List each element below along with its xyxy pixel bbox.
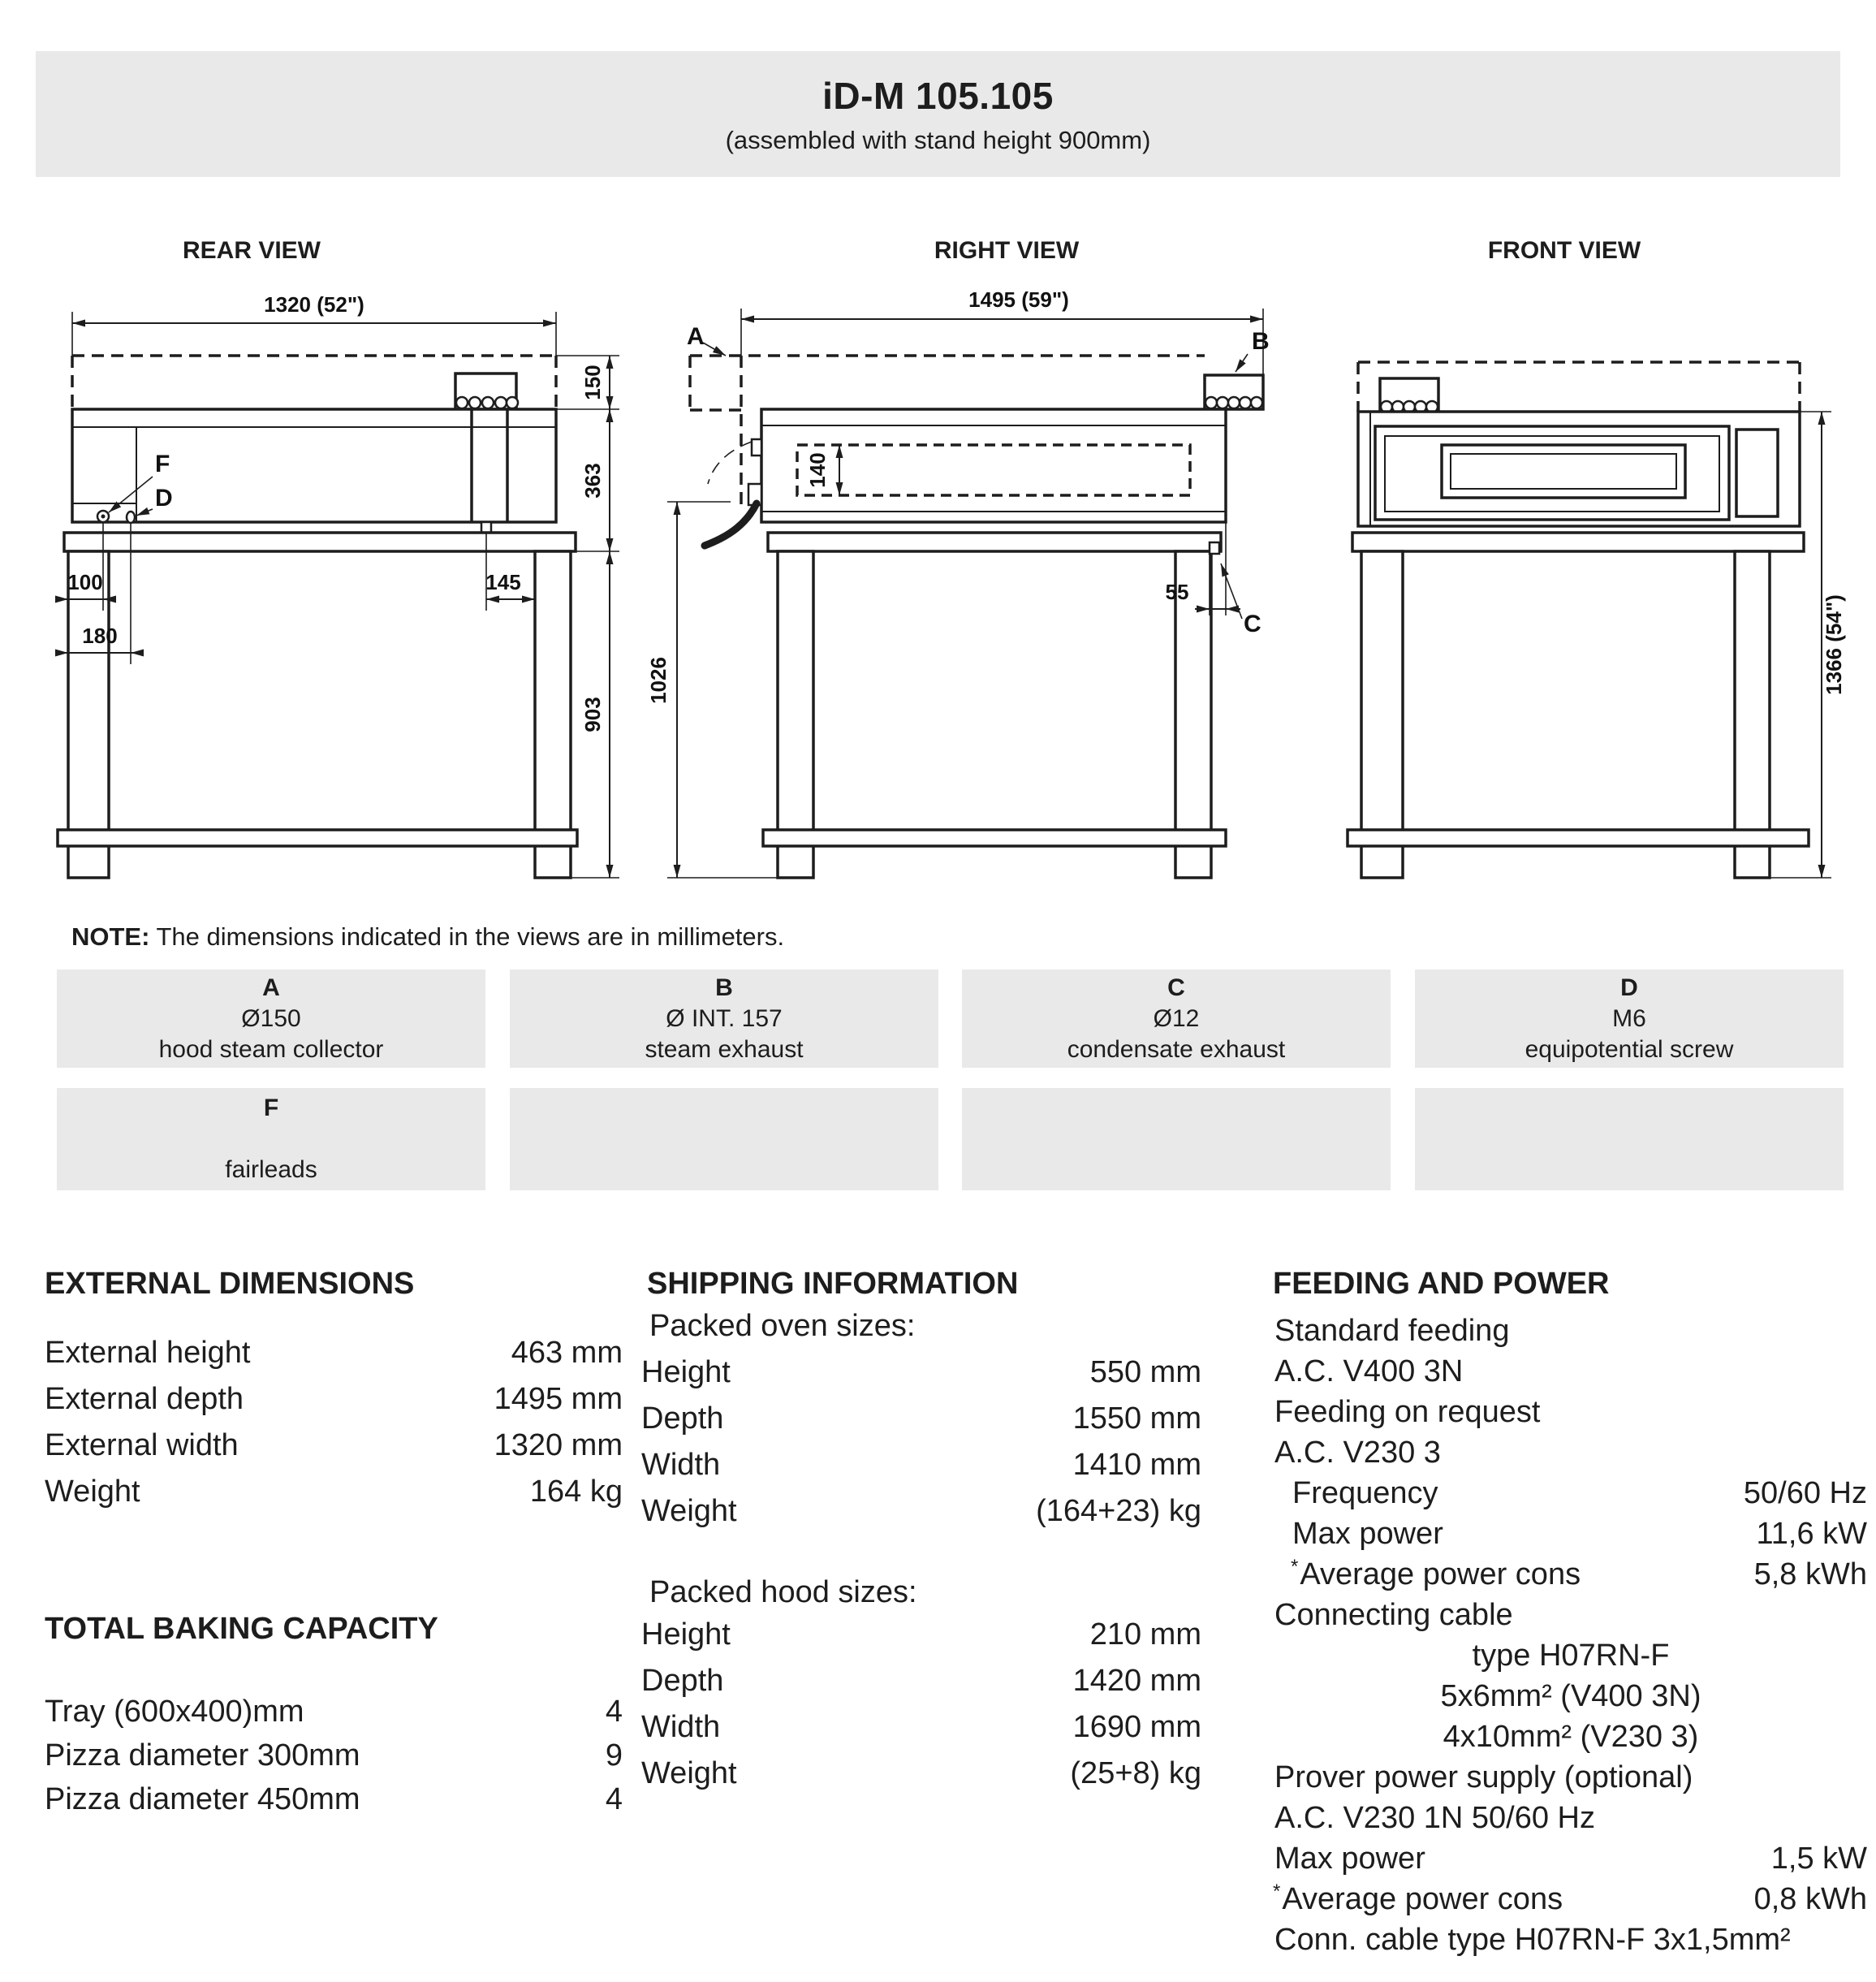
spec-row: Conn. cable type H07RN-F 3x1,5mm² [1274,1923,1791,1957]
spec-row: Tray (600x400)mm 4 [45,1695,623,1729]
door-handle [705,503,757,546]
external-dimensions-heading: EXTERNAL DIMENSIONS [45,1267,415,1301]
rear-label-f: F [155,451,170,477]
handle-swing-arc [708,442,752,484]
rear-bottom-shelf [58,830,577,846]
note-prefix: NOTE: [71,922,150,951]
spec-row: Max power 1,5 kW [1274,1842,1867,1876]
right-exhaust-coil-icon [1205,397,1262,408]
spec-row: Pizza diameter 450mm 4 [45,1782,623,1816]
page-title: iD-M 105.105 [822,74,1054,117]
spec-row: External width 1320 mm [45,1428,623,1462]
spec-row: Feeding on request [1274,1395,1541,1429]
legend-cell-a [57,969,485,1068]
legend-desc: condensate exhaust [1067,1035,1286,1063]
rear-dim-145: 145 [485,570,521,594]
rear-oven-body [72,409,556,522]
baking-capacity-heading: TOTAL BAKING CAPACITY [45,1612,438,1646]
spec-row: Max power 11,6 kW [1292,1517,1867,1551]
spec-row: 4x10mm² (V230 3) [1443,1720,1699,1754]
rear-exhaust-coil-icon [456,397,518,408]
legend-desc: equipotential screw [1525,1035,1734,1063]
right-label-c: C [1244,611,1261,637]
spec-row: A.C. V230 3 [1274,1436,1441,1470]
spec-row: Width 1690 mm [641,1710,1201,1744]
spec-row: type H07RN-F [1472,1639,1670,1673]
legend-letter: F [263,1095,279,1121]
legend-desc: fairleads [225,1156,317,1183]
spec-row: Weight 164 kg [45,1475,623,1509]
legend-value: M6 [1612,1004,1646,1032]
shipping-heading: SHIPPING INFORMATION [647,1267,1019,1301]
spec-row: Pizza diameter 300mm 9 [45,1738,623,1773]
handle-upper-mount [752,439,761,456]
rear-dim-180: 180 [82,624,118,648]
rear-equipotential-point [127,512,135,523]
rear-dim-363: 363 [580,463,605,499]
legend-cell-empty [510,1088,938,1190]
spec-row: Weight (164+23) kg [641,1494,1201,1528]
legend-cell-d [1415,969,1844,1068]
right-label-a: A [687,323,705,350]
spec-row: Width 1410 mm [641,1448,1201,1482]
front-oven-body [1358,412,1800,526]
note-line [71,922,784,952]
title-band [36,51,1840,177]
legend-value: Ø INT. 157 [666,1004,783,1032]
rear-dim-width: 1320 (52") [264,292,364,317]
rear-drain-stub [481,522,491,533]
feeding-power-heading: FEEDING AND POWER [1273,1267,1610,1301]
spec-row: A.C. V400 3N [1274,1354,1464,1388]
legend-value [268,1124,274,1155]
rear-view-drawing [37,274,637,916]
rear-view-title: REAR VIEW [182,237,321,264]
packed-oven-title: Packed oven sizes: [649,1309,916,1343]
legend-letter: D [1620,974,1638,1001]
right-condensate-stub [1210,542,1219,554]
rear-label-d: D [155,485,173,512]
right-bottom-shelf [763,830,1226,846]
front-view-drawing [1307,274,1875,916]
note-text: The dimensions indicated in the views are in millimeters. [149,922,785,951]
legend-value: Ø150 [241,1004,301,1032]
packed-hood-title: Packed hood sizes: [649,1575,917,1609]
spec-row: External depth 1495 mm [45,1382,623,1416]
legend-cell-f [57,1088,485,1190]
right-dim-depth: 1495 (59") [968,287,1069,312]
spec-row: Connecting cable [1274,1598,1513,1632]
front-view-title: FRONT VIEW [1487,237,1641,264]
front-bottom-shelf [1348,830,1809,846]
right-dim-55: 55 [1165,580,1189,604]
right-stand-frame [768,533,1221,551]
rear-dim-100: 100 [67,570,103,594]
spec-row: Standard feeding [1274,1314,1510,1348]
spec-row: *Average power cons 5,8 kWh [1291,1556,1867,1591]
page-subtitle: (assembled with stand height 900mm) [725,125,1151,154]
legend-desc: steam exhaust [645,1035,804,1063]
spec-row: Depth 1550 mm [641,1401,1201,1436]
rear-dim-903: 903 [580,697,605,732]
right-label-b: B [1252,328,1270,355]
legend-cell-empty [962,1088,1391,1190]
legend-value: Ø12 [1153,1004,1200,1032]
right-hood-outline [690,356,1205,410]
front-stand-frame [1352,533,1804,551]
legend-cell-empty [1415,1088,1844,1190]
right-view-drawing [646,274,1291,916]
spec-row: Height 550 mm [641,1355,1201,1389]
spec-row: 5x6mm² (V400 3N) [1440,1679,1701,1713]
legend-letter: C [1167,974,1185,1001]
rear-dim-150: 150 [580,365,605,400]
right-dim-1026: 1026 [646,657,671,704]
spec-row: Depth 1420 mm [641,1664,1201,1698]
legend-desc: hood steam collector [158,1035,384,1063]
spec-row: Weight (25+8) kg [641,1756,1201,1790]
front-dim-height: 1366 (54") [1822,594,1846,695]
right-view-title: RIGHT VIEW [934,237,1080,264]
spec-row: Prover power supply (optional) [1274,1760,1693,1794]
right-dim-140: 140 [805,452,830,488]
legend-cell-c [962,969,1391,1068]
spec-row: Height 210 mm [641,1617,1201,1652]
spec-row: External height 463 mm [45,1336,623,1370]
rear-stand-frame [64,533,576,551]
spec-row: A.C. V230 1N 50/60 Hz [1274,1801,1595,1835]
legend-cell-b [510,969,938,1068]
spec-row: Frequency 50/60 Hz [1292,1476,1867,1510]
legend-letter: A [262,974,280,1001]
legend-letter: B [715,974,733,1001]
spec-row: *Average power cons 0,8 kWh [1273,1881,1867,1916]
